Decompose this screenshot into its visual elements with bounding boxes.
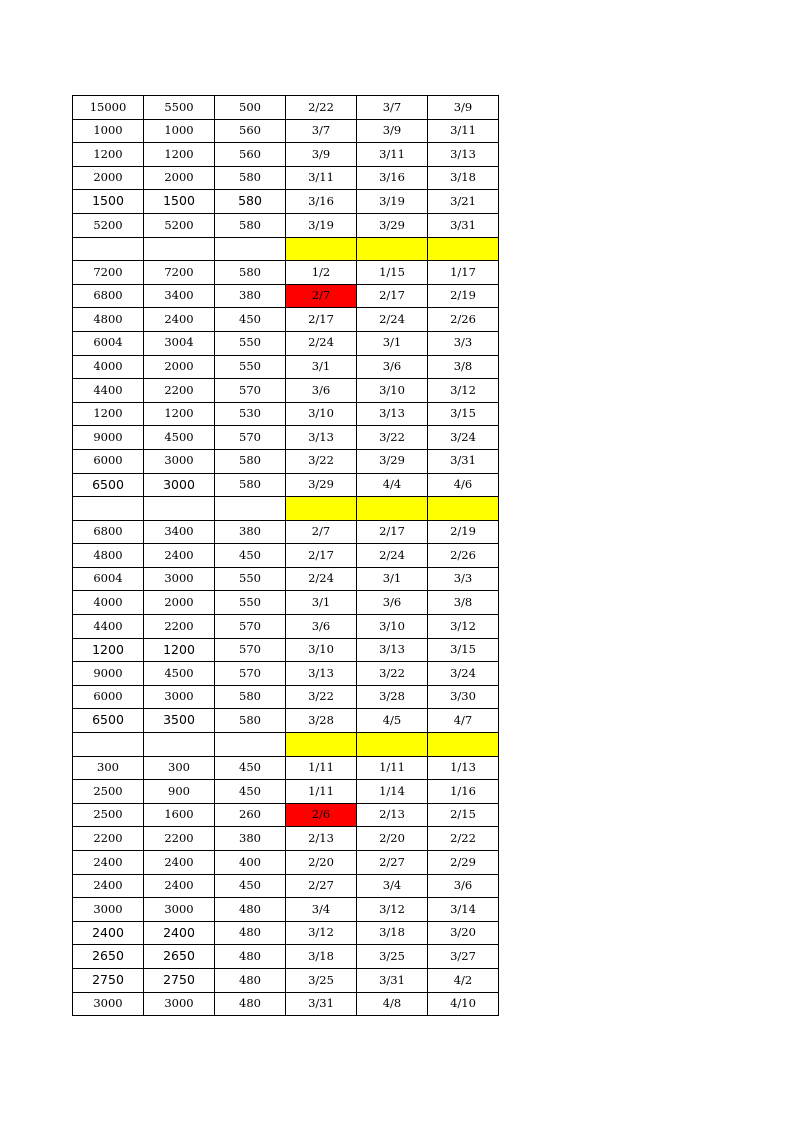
table-cell[interactable]: 480 xyxy=(215,921,286,945)
table-row xyxy=(73,402,499,426)
table-cell[interactable]: 3/10 xyxy=(357,379,428,403)
table-cell[interactable]: 4800 xyxy=(73,544,144,568)
table-cell[interactable] xyxy=(428,733,499,757)
table-cell[interactable]: 580 xyxy=(215,166,286,190)
table-cell[interactable]: 3/6 xyxy=(286,379,357,403)
table-cell[interactable]: 2/27 xyxy=(286,874,357,898)
table-row xyxy=(73,780,499,804)
table-cell[interactable] xyxy=(215,497,286,521)
table-cell[interactable]: 2000 xyxy=(144,355,215,379)
table-cell[interactable]: 2650 xyxy=(73,945,144,969)
table-row xyxy=(73,96,499,120)
table-cell[interactable]: 4/8 xyxy=(357,992,428,1016)
table-row xyxy=(73,921,499,945)
table-cell[interactable]: 1200 xyxy=(73,143,144,167)
table-cell[interactable]: 2/17 xyxy=(357,284,428,308)
table-cell[interactable]: 3/3 xyxy=(428,331,499,355)
table-cell[interactable]: 4/5 xyxy=(357,709,428,733)
table-cell[interactable]: 3/7 xyxy=(286,119,357,143)
table-cell[interactable]: 2400 xyxy=(144,544,215,568)
table-cell[interactable]: 580 xyxy=(215,190,286,214)
table-cell[interactable]: 3/22 xyxy=(286,449,357,473)
table-row xyxy=(73,662,499,686)
table-row xyxy=(73,284,499,308)
table-cell[interactable]: 2/22 xyxy=(428,827,499,851)
table-cell[interactable]: 3/22 xyxy=(357,662,428,686)
table-cell[interactable] xyxy=(144,497,215,521)
table-cell[interactable]: 3/9 xyxy=(357,119,428,143)
table-cell[interactable]: 3/12 xyxy=(428,379,499,403)
table-cell[interactable]: 3/1 xyxy=(286,591,357,615)
table-cell[interactable]: 260 xyxy=(215,803,286,827)
table-cell[interactable]: 3/28 xyxy=(357,685,428,709)
table-cell[interactable]: 3/8 xyxy=(428,591,499,615)
table-cell[interactable]: 3/29 xyxy=(357,213,428,237)
table-cell[interactable]: 3/13 xyxy=(286,426,357,450)
table-row xyxy=(73,449,499,473)
table-cell[interactable]: 2200 xyxy=(144,827,215,851)
table-cell[interactable]: 2/15 xyxy=(428,803,499,827)
table-cell[interactable]: 2000 xyxy=(144,166,215,190)
table-cell[interactable]: 450 xyxy=(215,756,286,780)
table-cell[interactable]: 3/18 xyxy=(357,921,428,945)
table-row xyxy=(73,874,499,898)
table-cell[interactable]: 2/17 xyxy=(286,308,357,332)
table-cell[interactable]: 3/7 xyxy=(357,96,428,120)
table-cell[interactable]: 2000 xyxy=(144,591,215,615)
table-cell[interactable]: 3/16 xyxy=(357,166,428,190)
table-cell[interactable]: 3/10 xyxy=(286,402,357,426)
table-cell[interactable]: 3000 xyxy=(144,992,215,1016)
table-cell[interactable]: 2/26 xyxy=(428,308,499,332)
table-cell[interactable]: 550 xyxy=(215,591,286,615)
table-cell[interactable] xyxy=(215,237,286,261)
table-cell[interactable]: 3/13 xyxy=(286,662,357,686)
table-cell[interactable]: 1/11 xyxy=(286,756,357,780)
table-cell[interactable]: 2/22 xyxy=(286,96,357,120)
table-cell[interactable]: 2400 xyxy=(73,921,144,945)
table-cell[interactable]: 2200 xyxy=(144,379,215,403)
table-cell[interactable]: 2/24 xyxy=(357,544,428,568)
table-row xyxy=(73,827,499,851)
table-row xyxy=(73,213,499,237)
table-cell[interactable]: 3/31 xyxy=(428,449,499,473)
table-cell[interactable]: 3/12 xyxy=(357,898,428,922)
table-cell[interactable]: 3/15 xyxy=(428,638,499,662)
table-cell[interactable]: 4/10 xyxy=(428,992,499,1016)
table-cell[interactable] xyxy=(286,733,357,757)
table-cell[interactable]: 3/19 xyxy=(286,213,357,237)
table-cell[interactable]: 3/20 xyxy=(428,921,499,945)
table-cell[interactable]: 3/9 xyxy=(286,143,357,167)
table-cell[interactable]: 3/25 xyxy=(357,945,428,969)
table-row xyxy=(73,733,499,757)
table-cell[interactable]: 2/27 xyxy=(357,851,428,875)
table-cell[interactable]: 3000 xyxy=(73,898,144,922)
table-cell[interactable]: 2/13 xyxy=(357,803,428,827)
table-cell[interactable]: 560 xyxy=(215,119,286,143)
table-cell[interactable]: 3000 xyxy=(144,473,215,497)
table-cell[interactable]: 570 xyxy=(215,662,286,686)
table-cell[interactable]: 3/6 xyxy=(428,874,499,898)
table-cell[interactable]: 500 xyxy=(215,96,286,120)
table-cell[interactable]: 1/17 xyxy=(428,261,499,285)
table-cell[interactable]: 7200 xyxy=(144,261,215,285)
table-cell[interactable]: 1/16 xyxy=(428,780,499,804)
table-row xyxy=(73,308,499,332)
table-cell[interactable]: 380 xyxy=(215,827,286,851)
table-cell[interactable]: 3000 xyxy=(144,449,215,473)
table-row xyxy=(73,851,499,875)
table-cell[interactable]: 580 xyxy=(215,685,286,709)
table-cell[interactable]: 3/31 xyxy=(428,213,499,237)
table-cell[interactable]: 3/11 xyxy=(428,119,499,143)
table-cell[interactable]: 1/11 xyxy=(286,780,357,804)
table-cell[interactable]: 2500 xyxy=(73,780,144,804)
table-cell[interactable]: 3/6 xyxy=(357,591,428,615)
table-cell[interactable]: 2/13 xyxy=(286,827,357,851)
table-cell[interactable]: 5200 xyxy=(73,213,144,237)
table-cell[interactable]: 3/22 xyxy=(357,426,428,450)
table-cell[interactable]: 450 xyxy=(215,874,286,898)
table-cell[interactable]: 9000 xyxy=(73,426,144,450)
table-cell[interactable]: 4400 xyxy=(73,379,144,403)
table-cell[interactable]: 570 xyxy=(215,379,286,403)
table-cell[interactable] xyxy=(357,237,428,261)
table-row xyxy=(73,119,499,143)
table-cell[interactable]: 3/10 xyxy=(357,615,428,639)
table-cell[interactable]: 2400 xyxy=(73,851,144,875)
table-cell[interactable]: 2400 xyxy=(73,874,144,898)
table-cell[interactable]: 3/8 xyxy=(428,355,499,379)
table-cell[interactable]: 2750 xyxy=(73,968,144,992)
table-cell[interactable]: 3/6 xyxy=(286,615,357,639)
table-cell[interactable]: 3/1 xyxy=(357,567,428,591)
table-cell[interactable] xyxy=(73,237,144,261)
table-cell[interactable]: 2/6 xyxy=(286,803,357,827)
table-cell[interactable]: 2500 xyxy=(73,803,144,827)
table-cell[interactable]: 6800 xyxy=(73,284,144,308)
table-cell[interactable]: 3/4 xyxy=(286,898,357,922)
table-cell[interactable]: 2/19 xyxy=(428,284,499,308)
table-row xyxy=(73,473,499,497)
table-cell[interactable]: 3/13 xyxy=(357,638,428,662)
table-cell[interactable]: 3400 xyxy=(144,284,215,308)
table-cell[interactable]: 580 xyxy=(215,449,286,473)
table-cell[interactable]: 5500 xyxy=(144,96,215,120)
table-cell[interactable]: 3/29 xyxy=(357,449,428,473)
table-row xyxy=(73,497,499,521)
table-row xyxy=(73,261,499,285)
table-cell[interactable]: 1200 xyxy=(73,402,144,426)
table-row xyxy=(73,426,499,450)
table-row xyxy=(73,803,499,827)
table-cell[interactable]: 4/7 xyxy=(428,709,499,733)
table-cell[interactable]: 3/30 xyxy=(428,685,499,709)
table-cell[interactable]: 380 xyxy=(215,520,286,544)
table-cell[interactable]: 3/13 xyxy=(428,143,499,167)
table-cell[interactable]: 2400 xyxy=(144,851,215,875)
table-cell[interactable]: 900 xyxy=(144,780,215,804)
table-cell[interactable]: 3/4 xyxy=(357,874,428,898)
table-cell[interactable]: 2400 xyxy=(144,874,215,898)
table-cell[interactable]: 6800 xyxy=(73,520,144,544)
table-row xyxy=(73,331,499,355)
table-cell[interactable]: 3/19 xyxy=(357,190,428,214)
table-cell[interactable]: 4/6 xyxy=(428,473,499,497)
table-cell[interactable]: 3/9 xyxy=(428,96,499,120)
table-cell[interactable]: 7200 xyxy=(73,261,144,285)
table-row xyxy=(73,685,499,709)
table-cell[interactable]: 450 xyxy=(215,308,286,332)
table-cell[interactable]: 2400 xyxy=(144,921,215,945)
table-cell[interactable]: 2/24 xyxy=(357,308,428,332)
table-cell[interactable]: 6500 xyxy=(73,709,144,733)
table-cell[interactable]: 530 xyxy=(215,402,286,426)
table-row xyxy=(73,709,499,733)
table-cell[interactable]: 1/15 xyxy=(357,261,428,285)
table-row xyxy=(73,237,499,261)
table-cell[interactable]: 560 xyxy=(215,143,286,167)
table-cell[interactable]: 6000 xyxy=(73,685,144,709)
table-cell[interactable]: 3/24 xyxy=(428,426,499,450)
table-row xyxy=(73,544,499,568)
table-cell[interactable]: 3/12 xyxy=(286,921,357,945)
table-cell[interactable]: 480 xyxy=(215,968,286,992)
table-cell[interactable]: 3/3 xyxy=(428,567,499,591)
table-cell[interactable]: 3000 xyxy=(144,898,215,922)
table-cell[interactable]: 4400 xyxy=(73,615,144,639)
table-cell[interactable]: 4500 xyxy=(144,426,215,450)
table-cell[interactable]: 2200 xyxy=(73,827,144,851)
table-cell[interactable]: 1000 xyxy=(73,119,144,143)
table-cell[interactable]: 3/24 xyxy=(428,662,499,686)
table-cell[interactable]: 3/6 xyxy=(357,355,428,379)
table-cell[interactable] xyxy=(144,237,215,261)
table-cell[interactable]: 3000 xyxy=(144,685,215,709)
table-cell[interactable]: 2/7 xyxy=(286,520,357,544)
table-row xyxy=(73,166,499,190)
table-row xyxy=(73,756,499,780)
table-cell[interactable] xyxy=(73,733,144,757)
table-row xyxy=(73,520,499,544)
table-row xyxy=(73,992,499,1016)
table-cell[interactable]: 3/12 xyxy=(428,615,499,639)
table-cell[interactable]: 6000 xyxy=(73,449,144,473)
table-cell[interactable]: 3/29 xyxy=(286,473,357,497)
table-cell[interactable]: 1/13 xyxy=(428,756,499,780)
table-cell[interactable]: 2750 xyxy=(144,968,215,992)
table-cell[interactable]: 4/2 xyxy=(428,968,499,992)
table-cell[interactable]: 1200 xyxy=(144,402,215,426)
table-cell[interactable]: 2/26 xyxy=(428,544,499,568)
table-cell[interactable] xyxy=(73,497,144,521)
table-cell[interactable] xyxy=(428,497,499,521)
table-row xyxy=(73,355,499,379)
table-cell[interactable] xyxy=(144,733,215,757)
table-cell[interactable]: 300 xyxy=(144,756,215,780)
table-cell[interactable]: 3/27 xyxy=(428,945,499,969)
table-cell[interactable]: 2650 xyxy=(144,945,215,969)
table-cell[interactable] xyxy=(286,237,357,261)
table-row xyxy=(73,968,499,992)
table-cell[interactable] xyxy=(215,733,286,757)
table-cell[interactable]: 3400 xyxy=(144,520,215,544)
table-cell[interactable]: 450 xyxy=(215,544,286,568)
table-cell[interactable] xyxy=(286,497,357,521)
table-cell[interactable]: 15000 xyxy=(73,96,144,120)
table-row xyxy=(73,567,499,591)
table-cell[interactable]: 580 xyxy=(215,261,286,285)
table-cell[interactable]: 1/2 xyxy=(286,261,357,285)
table-cell[interactable]: 1200 xyxy=(144,143,215,167)
table-cell[interactable]: 1200 xyxy=(73,638,144,662)
table-cell[interactable]: 2000 xyxy=(73,166,144,190)
table-cell[interactable] xyxy=(357,497,428,521)
table-cell[interactable]: 2/17 xyxy=(357,520,428,544)
table-cell[interactable]: 2200 xyxy=(144,615,215,639)
table-cell[interactable]: 570 xyxy=(215,426,286,450)
table-cell[interactable]: 5200 xyxy=(144,213,215,237)
table-cell[interactable]: 3/31 xyxy=(357,968,428,992)
table-row xyxy=(73,190,499,214)
table-cell[interactable]: 1500 xyxy=(144,190,215,214)
table-cell[interactable]: 1/14 xyxy=(357,780,428,804)
table-cell[interactable]: 580 xyxy=(215,473,286,497)
table-cell[interactable]: 3/21 xyxy=(428,190,499,214)
table-cell[interactable]: 550 xyxy=(215,355,286,379)
table-cell[interactable]: 3/14 xyxy=(428,898,499,922)
table-cell[interactable]: 1000 xyxy=(144,119,215,143)
table-cell[interactable]: 3/1 xyxy=(286,355,357,379)
table-cell[interactable]: 3/25 xyxy=(286,968,357,992)
table-cell[interactable]: 380 xyxy=(215,284,286,308)
table-cell[interactable]: 4800 xyxy=(73,308,144,332)
table-cell[interactable]: 2/24 xyxy=(286,567,357,591)
table-cell[interactable]: 1200 xyxy=(144,638,215,662)
spreadsheet-table xyxy=(72,95,499,1016)
table-cell[interactable]: 3004 xyxy=(144,331,215,355)
table-cell[interactable]: 570 xyxy=(215,615,286,639)
table-cell[interactable]: 3/13 xyxy=(357,402,428,426)
table-cell[interactable]: 3000 xyxy=(144,567,215,591)
table-cell[interactable]: 2/20 xyxy=(286,851,357,875)
table-cell[interactable]: 480 xyxy=(215,898,286,922)
table-cell[interactable]: 3/1 xyxy=(357,331,428,355)
table-cell[interactable]: 580 xyxy=(215,213,286,237)
table-cell[interactable]: 3/16 xyxy=(286,190,357,214)
table-cell[interactable]: 2/29 xyxy=(428,851,499,875)
table-cell[interactable] xyxy=(357,733,428,757)
table-cell[interactable] xyxy=(428,237,499,261)
table-cell[interactable]: 450 xyxy=(215,780,286,804)
table-cell[interactable]: 3000 xyxy=(73,992,144,1016)
table-row xyxy=(73,379,499,403)
table-cell[interactable]: 3/11 xyxy=(286,166,357,190)
table-cell[interactable]: 550 xyxy=(215,567,286,591)
table-cell[interactable]: 6004 xyxy=(73,331,144,355)
table-cell[interactable]: 3500 xyxy=(144,709,215,733)
table-cell[interactable]: 3/11 xyxy=(357,143,428,167)
table-cell[interactable]: 480 xyxy=(215,945,286,969)
table-cell[interactable]: 3/31 xyxy=(286,992,357,1016)
table-cell[interactable]: 400 xyxy=(215,851,286,875)
table-row xyxy=(73,638,499,662)
table-cell[interactable]: 300 xyxy=(73,756,144,780)
table-cell[interactable]: 3/22 xyxy=(286,685,357,709)
spreadsheet-body xyxy=(73,96,499,1016)
table-row xyxy=(73,615,499,639)
table-cell[interactable]: 6500 xyxy=(73,473,144,497)
table-cell[interactable]: 9000 xyxy=(73,662,144,686)
table-cell[interactable]: 4500 xyxy=(144,662,215,686)
table-cell[interactable]: 550 xyxy=(215,331,286,355)
table-cell[interactable]: 1/11 xyxy=(357,756,428,780)
table-cell[interactable]: 2/19 xyxy=(428,520,499,544)
table-cell[interactable]: 2/7 xyxy=(286,284,357,308)
table-cell[interactable]: 4/4 xyxy=(357,473,428,497)
table-row xyxy=(73,591,499,615)
table-cell[interactable]: 3/18 xyxy=(286,945,357,969)
table-cell[interactable]: 570 xyxy=(215,638,286,662)
table-cell[interactable]: 2/20 xyxy=(357,827,428,851)
table-cell[interactable]: 3/15 xyxy=(428,402,499,426)
table-cell[interactable]: 4000 xyxy=(73,591,144,615)
table-cell[interactable]: 2400 xyxy=(144,308,215,332)
table-cell[interactable]: 3/10 xyxy=(286,638,357,662)
table-cell[interactable]: 480 xyxy=(215,992,286,1016)
table-cell[interactable]: 2/17 xyxy=(286,544,357,568)
table-row xyxy=(73,898,499,922)
table-cell[interactable]: 1500 xyxy=(73,190,144,214)
table-cell[interactable]: 4000 xyxy=(73,355,144,379)
table-cell[interactable]: 2/24 xyxy=(286,331,357,355)
table-cell[interactable]: 580 xyxy=(215,709,286,733)
table-row xyxy=(73,945,499,969)
table-cell[interactable]: 3/28 xyxy=(286,709,357,733)
table-cell[interactable]: 1600 xyxy=(144,803,215,827)
table-cell[interactable]: 3/18 xyxy=(428,166,499,190)
table-cell[interactable]: 6004 xyxy=(73,567,144,591)
table-row xyxy=(73,143,499,167)
